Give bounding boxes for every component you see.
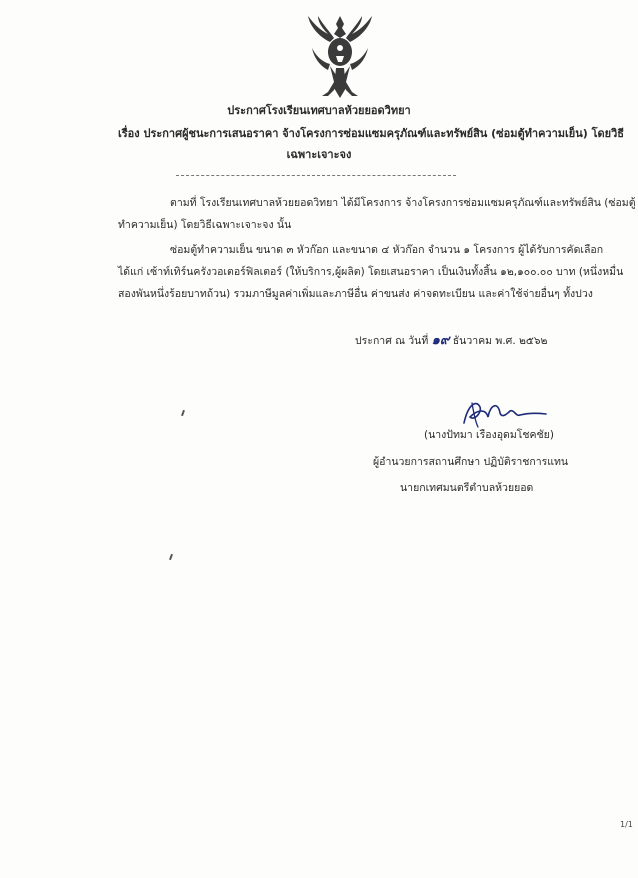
- paragraph-2-line-1: ซ่อมตู้ทำความเย็น ขนาด ๓ หัวก๊อก และขนาด ๔ หัวก๊อก จำนวน ๑ โครงการ ผู้ได้รับการคัดเลือก: [170, 244, 604, 256]
- paragraph-2-line-3: สองพันหนึ่งร้อยบาทถ้วน) รวมภาษีมูลค่าเพิ่มและภาษีอื่น ค่าขนส่ง ค่าจดทะเบียน และค่าใช้จ่ายอื่นๆ ทั้งปวง: [118, 288, 593, 300]
- document-subject-continuation: เฉพาะเจาะจง: [286, 148, 352, 161]
- document-title: ประกาศโรงเรียนเทศบาลห้วยยอดวิทยา: [227, 104, 411, 117]
- separator-line: [176, 175, 456, 176]
- signatory-position-2: นายกเทศมนตรีตำบลห้วยยอด: [400, 482, 534, 494]
- announcement-month-year: ธันวาคม พ.ศ. ๒๕๖๒: [452, 335, 548, 347]
- signatory-position-1: ผู้อำนวยการสถานศึกษา ปฏิบัติราชการแทน: [373, 456, 569, 468]
- scan-mark: [181, 410, 185, 416]
- paragraph-1-line-2: ทำความเย็น) โดยวิธีเฉพาะเจาะจง นั้น: [118, 219, 292, 231]
- page-number: 1/1: [620, 820, 633, 829]
- signatory-name: (นางปัทมา เรืองอุดมโชคชัย): [424, 429, 554, 441]
- scan-mark: [169, 554, 173, 560]
- paragraph-1-line-1: ตามที่ โรงเรียนเทศบาลห้วยยอดวิทยา ได้มีโครงการ จ้างโครงการซ่อมแซมครุภัณฑ์และทรัพย์สิน (ซ่อมตู้: [170, 197, 636, 209]
- signature-icon: [458, 395, 548, 431]
- document-subject: เรื่อง ประกาศผู้ชนะการเสนอราคา จ้างโครงการซ่อมแซมครุภัณฑ์และทรัพย์สิน (ซ่อมตู้ทำความเย็น) โดยวิธี: [118, 127, 625, 140]
- paragraph-2-line-2: ได้แก่ เซ้าท์เทิร์นครังวอเตอร์ฟิลเตอร์ (ให้บริการ,ผู้ผลิต) โดยเสนอราคา เป็นเงินทั้งสิ้น ๑๒,๑๐๐.๐๐ บาท (หนึ่งหมื่น: [118, 266, 624, 278]
- garuda-emblem-icon: [300, 12, 380, 102]
- announcement-day: ๑๙: [431, 333, 450, 348]
- announcement-date: [355, 334, 547, 348]
- announcement-prefix: ประกาศ ณ วันที่: [355, 335, 429, 347]
